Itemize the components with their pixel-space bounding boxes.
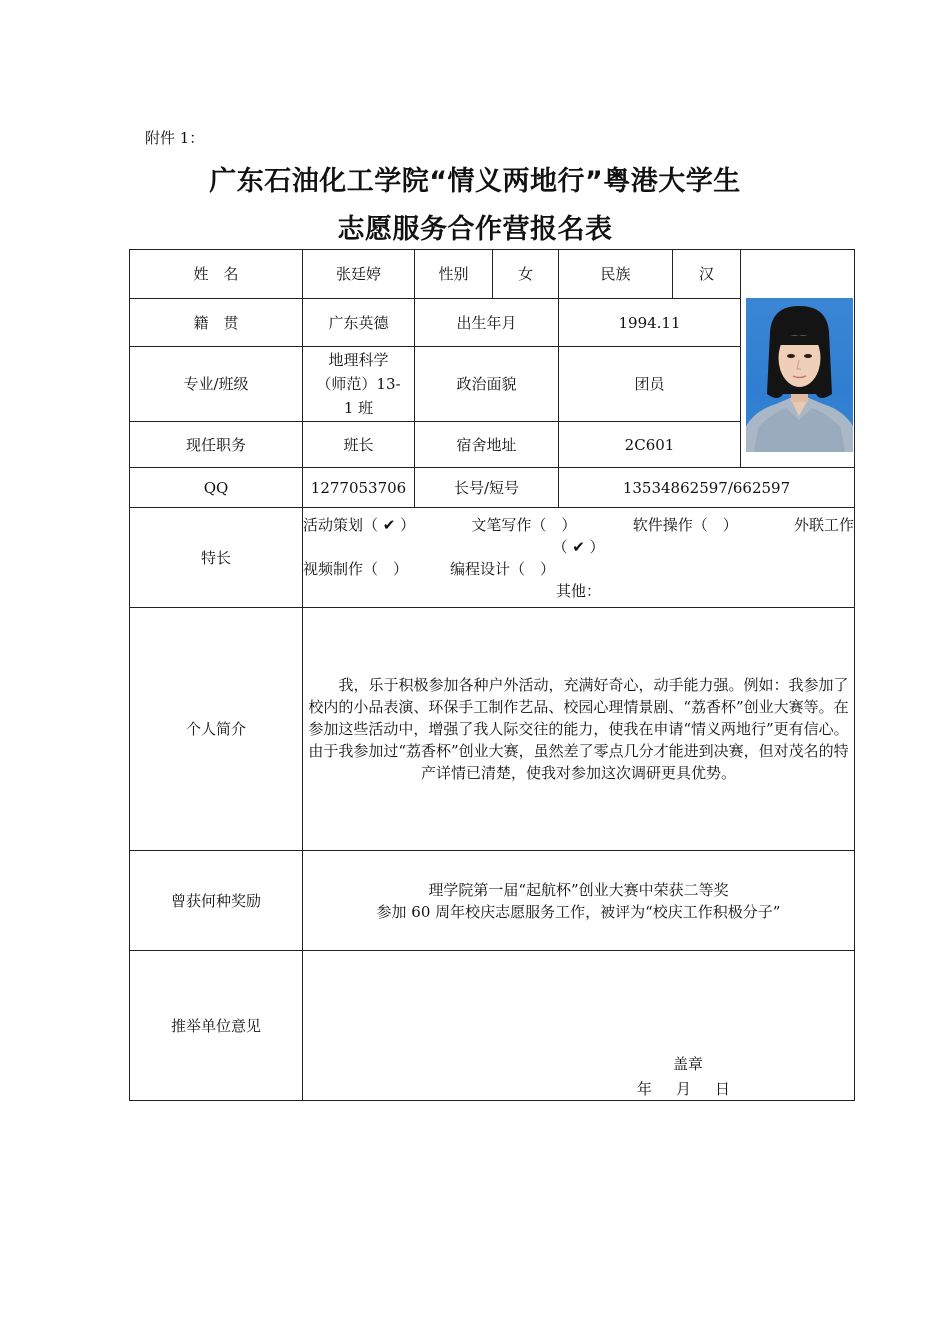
major-value <box>303 347 415 422</box>
birth-label: 出生年月 <box>415 299 559 347</box>
opinion-cell <box>303 951 855 1101</box>
dorm-value: 2C601 <box>559 422 741 468</box>
qq-value: 1277053706 <box>303 468 415 508</box>
awards-label: 曾获何种奖励 <box>130 851 303 951</box>
attachment-label: 附件 1： <box>145 129 205 147</box>
major-value-line2: （师范）13- <box>316 375 401 393</box>
date-day: 日 <box>715 1080 731 1098</box>
specialty-label: 特长 <box>130 508 303 608</box>
specialty-liaison: 外联工作 <box>793 515 854 534</box>
specialty-programming: 编程设计（ ） <box>450 559 556 578</box>
intro-label: 个人简介 <box>130 608 303 851</box>
award-item-2: 参加 60 周年校庆志愿服务工作，被评为“校庆工作积极分子” <box>376 902 781 921</box>
name-label: 姓 名 <box>130 250 303 299</box>
ethnicity-value: 汉 <box>673 250 741 299</box>
award-item-1: 理学院第一届“起航杯”创业大赛中荣获二等奖 <box>428 880 729 899</box>
specialty-list <box>303 508 855 608</box>
political-value: 团员 <box>559 347 741 422</box>
position-value: 班长 <box>303 422 415 468</box>
specialty-writing: 文笔写作（ ） <box>471 515 577 534</box>
date-year: 年 <box>637 1080 653 1098</box>
specialty-planning: 活动策划（ ✔ ） <box>303 515 416 534</box>
specialty-video: 视频制作（ ） <box>303 559 409 578</box>
registration-form <box>129 249 855 1101</box>
specialty-other: 其他： <box>555 581 601 600</box>
major-value-line1: 地理科学 <box>328 351 389 369</box>
position-label: 现任职务 <box>130 422 303 468</box>
date-line <box>637 1078 730 1100</box>
phone-value: 13534862597/662597 <box>559 468 855 508</box>
applicant-photo <box>746 298 853 452</box>
name-value: 张廷婷 <box>303 250 415 299</box>
awards-cell <box>303 851 855 951</box>
specialty-software: 软件操作（ ） <box>632 515 738 534</box>
gender-value: 女 <box>493 250 559 299</box>
form-title-line1: 广东石油化工学院“情义两地行”粤港大学生 <box>209 166 741 197</box>
origin-label: 籍 贯 <box>130 299 303 347</box>
intro-text: 我，乐于积极参加各种户外活动，充满好奇心，动手能力强。例如：我参加了校内的小品表演、环保手工制作艺品、校园心理情景剧、“荔香杯”创业大赛等。在参加这些活动中，增强了我人际交往的能力，使我在申请“情义两地行”更有信心。由于我参加过“荔香杯”创业大赛，虽然差了零点几分才能进到决赛，但对茂名的特产详情已清楚，使我对参加这次调研更具优势。 <box>308 676 849 782</box>
major-label: 专业/班级 <box>130 347 303 422</box>
gender-label: 性别 <box>415 250 493 299</box>
major-value-line3: 1 班 <box>343 399 374 417</box>
form-title-line2: 志愿服务合作营报名表 <box>337 214 613 245</box>
birth-value: 1994.11 <box>559 299 741 347</box>
portrait-illustration <box>746 298 853 452</box>
origin-value: 广东英德 <box>303 299 415 347</box>
seal-label: 盖章 <box>673 1055 704 1073</box>
dorm-label: 宿舍地址 <box>415 422 559 468</box>
specialty-liaison-mark: （ ✔ ） <box>552 537 605 556</box>
date-month: 月 <box>676 1080 692 1098</box>
photo-cell <box>741 250 855 468</box>
ethnicity-label: 民族 <box>559 250 673 299</box>
qq-label: QQ <box>130 468 303 508</box>
opinion-label: 推举单位意见 <box>130 951 303 1101</box>
political-label: 政治面貌 <box>415 347 559 422</box>
intro-cell <box>303 608 855 851</box>
phone-label: 长号/短号 <box>415 468 559 508</box>
